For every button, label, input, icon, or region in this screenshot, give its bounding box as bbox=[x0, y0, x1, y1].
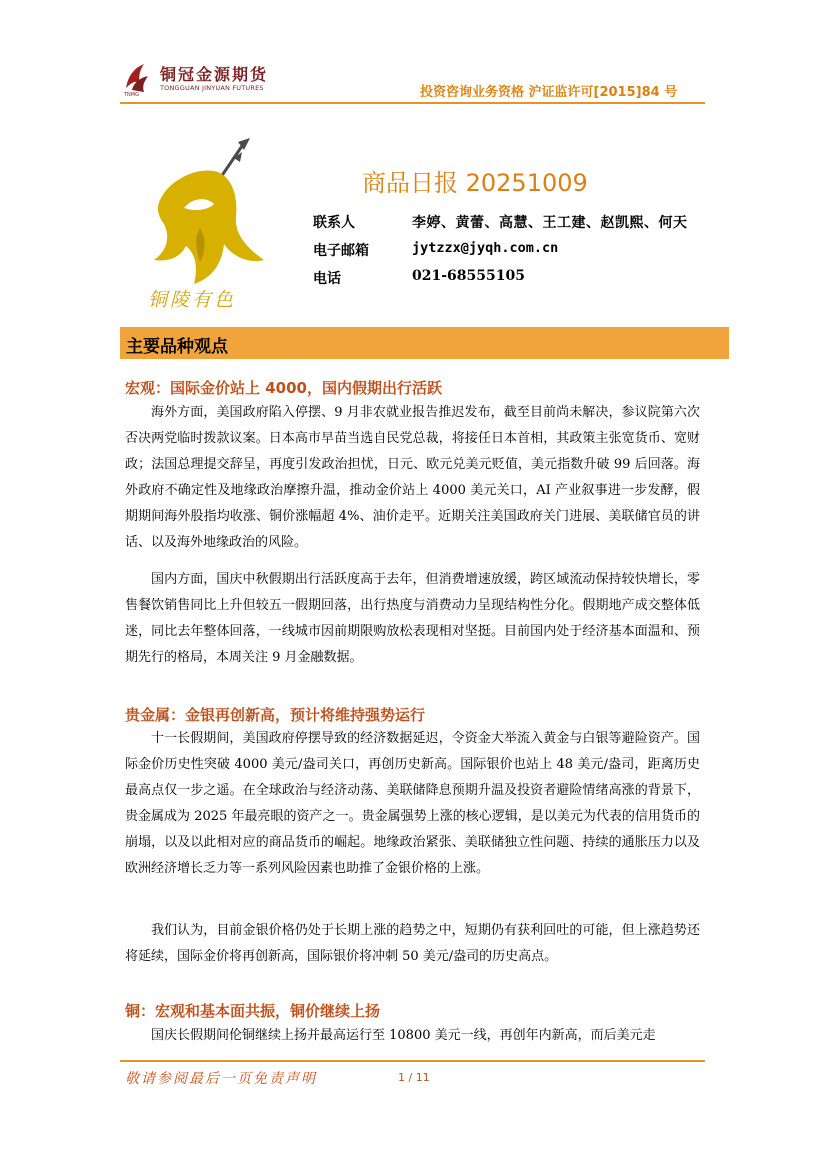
footer-divider bbox=[120, 1060, 705, 1062]
macro-paragraph-2: 国内方面，国庆中秋假期出行活跃度高于去年，但消费增速放缓，跨区域流动保持较快增长，零售餐饮销售同比上升但较五一假期回落，出行热度与消费动力呈现结构性分化。假期地产成交整体低迷，同比去年整体回落，一线城市因前期限购放松表现相对坚挺。目前国内处于经济基本面温和、预期先行的格局，本周关注 9 月金融数据。 bbox=[125, 572, 700, 665]
contact-value: 李婷、黄蕾、高慧、王工建、赵凯熙、何天 bbox=[412, 215, 688, 231]
section-title: 主要品种观点 bbox=[126, 337, 228, 357]
copper-paragraph-1: 国庆长假期间伦铜继续上扬并最高运行至 10800 美元一线，再创年内新高，而后美元走 bbox=[151, 1028, 656, 1043]
precious-metals-heading: 贵金属：金银再创新高，预计将维持强势运行 bbox=[125, 706, 426, 724]
report-title: 商品日报 20251009 bbox=[362, 169, 588, 197]
footer-disclaimer: 敬请参阅最后一页免责声明 bbox=[125, 1071, 317, 1087]
precious-metals-paragraph-2: 我们认为，目前金银价格仍处于长期上涨的趋势之中，短期仍有获利回吐的可能，但上涨趋势还将延续，国际金价将再创新高，国际银价将冲刺 50 美元/盎司的历史高点。 bbox=[125, 923, 700, 964]
emblem-script: 铜陵有色 bbox=[148, 289, 237, 311]
email-label: 电子邮箱 bbox=[313, 243, 369, 259]
logo-abbreviation: TNMG bbox=[124, 92, 139, 98]
phone-value: 021-68555105 bbox=[412, 268, 525, 284]
macro-heading: 宏观：国际金价站上 4000，国内假期出行活跃 bbox=[125, 379, 442, 397]
phone-label: 电话 bbox=[313, 271, 341, 287]
page-number: 1 / 11 bbox=[398, 1071, 430, 1084]
precious-metals-paragraph-1: 十一长假期间，美国政府停摆导致的经济数据延迟，令资金大举流入黄金与白银等避险资产。国际金价历史性突破 4000 美元/盎司关口，再创历史新高。国际银价也站上 48 美元/盎司，距离历史最高点仅一步之遥。在全球政治与经济动荡、美联储降息预期升温及投资者避险情绪高涨的背景下，贵金属成为 2025 年最亮眼的资产之一。贵金属强势上涨的核心逻辑，是以美元为代表的信用货币的崩塌，以及以此相对应的商品货币的崛起。地缘政治紧张、美联储独立性问题、持续的通胀压力以及欧洲经济增长乏力等一系列风险因素也助推了金银价格的上涨。 bbox=[125, 731, 700, 876]
company-logo-icon bbox=[122, 58, 152, 94]
company-name-en: TONGGUAN JINYUAN FUTURES bbox=[160, 84, 264, 92]
license-info: 投资咨询业务资格 沪证监许可[2015]84 号 bbox=[420, 85, 678, 100]
header-divider bbox=[120, 102, 705, 104]
company-name: 铜冠金源期货 bbox=[160, 65, 269, 84]
macro-paragraph-1: 海外方面，美国政府陷入停摆、9 月非农就业报告推迟发布，截至目前尚未解决，参议院第六次否决两党临时拨款议案。日本高市早苗当选自民党总裁，将接任日本首相，其政策主张宽货币、宽财政；法国总理提交辞呈，再度引发政治担忧，日元、欧元兑美元贬值，美元指数升破 99 后回落。海外政府不确定性及地缘政治摩擦升温，推动金价站上 4000 美元关口，AI 产业叙事进一步发酵，假期期间海外股指均收涨、铜价涨幅超 4%、油价走平。近期关注美国政府关门进展、美联储官员的讲话、以及海外地缘政治的风险。 bbox=[125, 405, 700, 550]
contact-label: 联系人 bbox=[313, 215, 355, 231]
copper-heading: 铜：宏观和基本面共振，铜价继续上扬 bbox=[125, 1002, 381, 1020]
email-value: jytzzx@jyqh.com.cn bbox=[412, 240, 559, 256]
